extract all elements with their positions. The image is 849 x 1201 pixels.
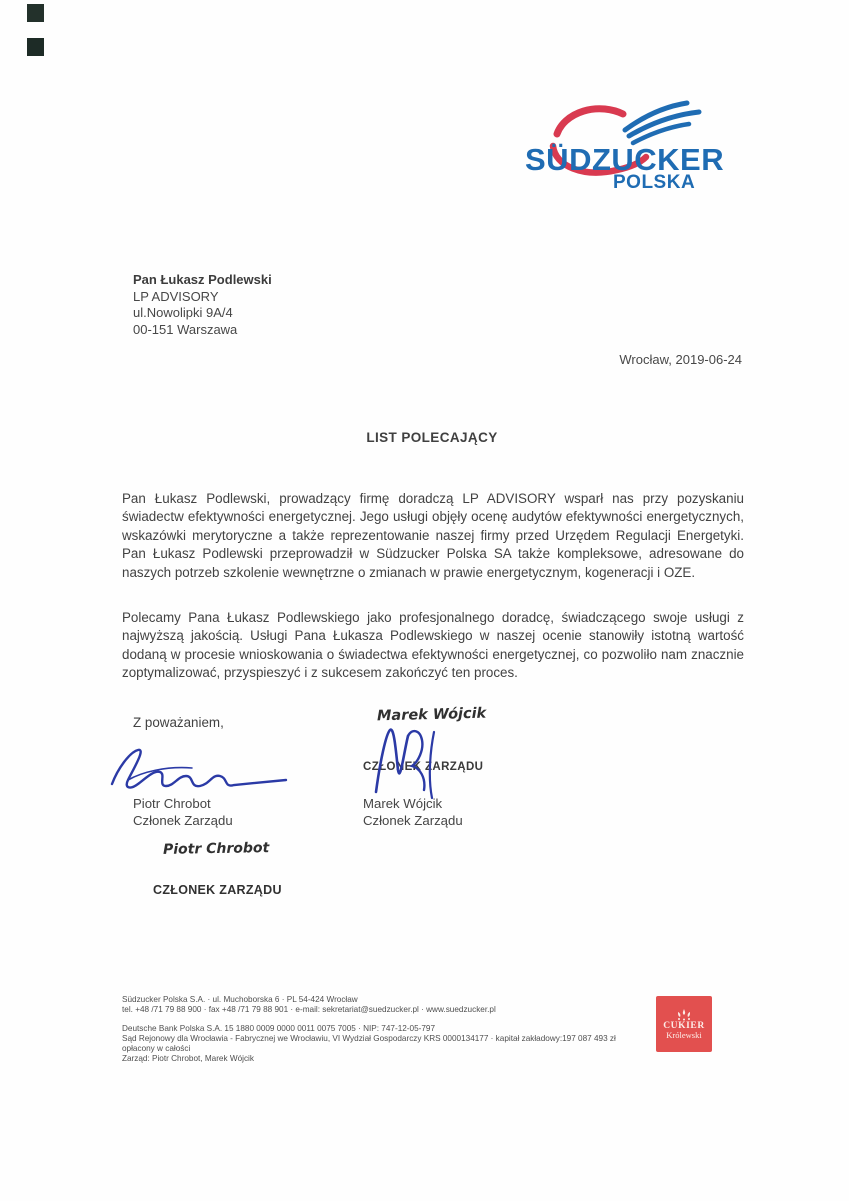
signatory-right-block bbox=[363, 795, 463, 829]
signature-piotr-chrobot bbox=[108, 738, 293, 800]
cukier-krolewski-seal bbox=[656, 996, 712, 1052]
footer-address-line: Südzucker Polska S.A. · ul. Muchoborska 6 · PL 54-424 Wrocław bbox=[122, 995, 358, 1004]
signatory-right-name: Marek Wójcik bbox=[363, 796, 443, 811]
recipient-city: 00-151 Warszawa bbox=[133, 321, 238, 337]
recipient-company: LP ADVISORY bbox=[133, 288, 219, 304]
logo-wordmark: SÜDZUCKER bbox=[525, 142, 725, 177]
body-paragraph-1: Pan Łukasz Podlewski, prowadzący firmę doradczą LP ADVISORY wsparł nas przy pozyskaniu świadectw efektywności energetycznej. Jego usługi objęły ocenę audytów efektywności energetycznych, wskazówki merytoryczne a także reprezentowanie naszej firmy przed Urzędem Regulacji Energetyki. Pan Łukasz Podlewski przeprowadził w Südzucker Polska SA także kompleksowe, adresowane do naszych potrzeb szkolenie wewnętrzne o zmianach w prawie energetycznym, kogeneracji i OZE. bbox=[122, 491, 744, 580]
footer-board-line: Zarząd: Piotr Chrobot, Marek Wójcik bbox=[122, 1054, 254, 1064]
logo-subtext: POLSKA bbox=[613, 172, 696, 193]
seal-sub-text: Królewski bbox=[666, 1029, 702, 1040]
recipient-address-block bbox=[133, 272, 272, 338]
dateline: Wrocław, 2019-06-24 bbox=[619, 352, 742, 367]
stamp-role-piotr: CZŁONEK ZARZĄDU bbox=[153, 883, 282, 897]
footer-contact-line: tel. +48 /71 79 88 900 · fax +48 /71 79 88 901 · e-mail: sekretariat@suedzucker.pl · www.suedzucker.pl bbox=[122, 1005, 496, 1015]
signatory-right-role: Członek Zarządu bbox=[363, 813, 463, 828]
letter-title: LIST POLECAJĄCY bbox=[366, 430, 498, 445]
letterhead-footer bbox=[122, 995, 642, 1065]
signatory-left-block bbox=[133, 795, 233, 829]
body-paragraph-2: Polecamy Pana Łukasz Podlewskiego jako profesjonalnego doradcę, świadczącego swoje usługi z najwyższą jakością. Usługi Pana Łukasza Podlewskiego w naszej ocenie stanowiły istotną wartość dodaną w procesie wnioskowania o świadectwa efektywności energetycznej, co pozwoliło nam znacznie zoptymalizować, przyspieszyć i z sukcesem zakończyć ten proces. bbox=[122, 610, 744, 681]
crown-icon bbox=[675, 1009, 693, 1021]
footer-bank-line: Deutsche Bank Polska S.A. 15 1880 0009 0000 0011 0075 7005 · NIP: 747-12-05-797 bbox=[122, 1023, 436, 1033]
stamp-name-marek-wojcik: Marek Wójcik bbox=[376, 705, 487, 725]
seal-brand-text: CUKIER bbox=[663, 1020, 705, 1031]
scan-artifact-square-1 bbox=[27, 4, 44, 22]
recipient-street: ul.Nowolipki 9A/4 bbox=[133, 305, 233, 320]
footer-registry-line: Sąd Rejonowy dla Wrocławia - Fabrycznej we Wrocławiu, VI Wydział Gospodarczy KRS 0000134177 · kapitał zakładowy:197 087 493 zł opłacony w całości bbox=[122, 1033, 616, 1054]
signatory-left-name: Piotr Chrobot bbox=[133, 796, 211, 811]
recipient-name: Pan Łukasz Podlewski bbox=[133, 272, 272, 287]
signatory-left-role: Członek Zarządu bbox=[133, 813, 233, 828]
company-logo bbox=[505, 100, 735, 210]
scan-artifact-square-2 bbox=[27, 38, 44, 56]
stamp-role-marek: CZŁONEK ZARZĄDU bbox=[363, 761, 484, 773]
salutation: Z poważaniem, bbox=[133, 715, 224, 730]
stamp-name-piotr-chrobot: Piotr Chrobot bbox=[162, 840, 270, 858]
